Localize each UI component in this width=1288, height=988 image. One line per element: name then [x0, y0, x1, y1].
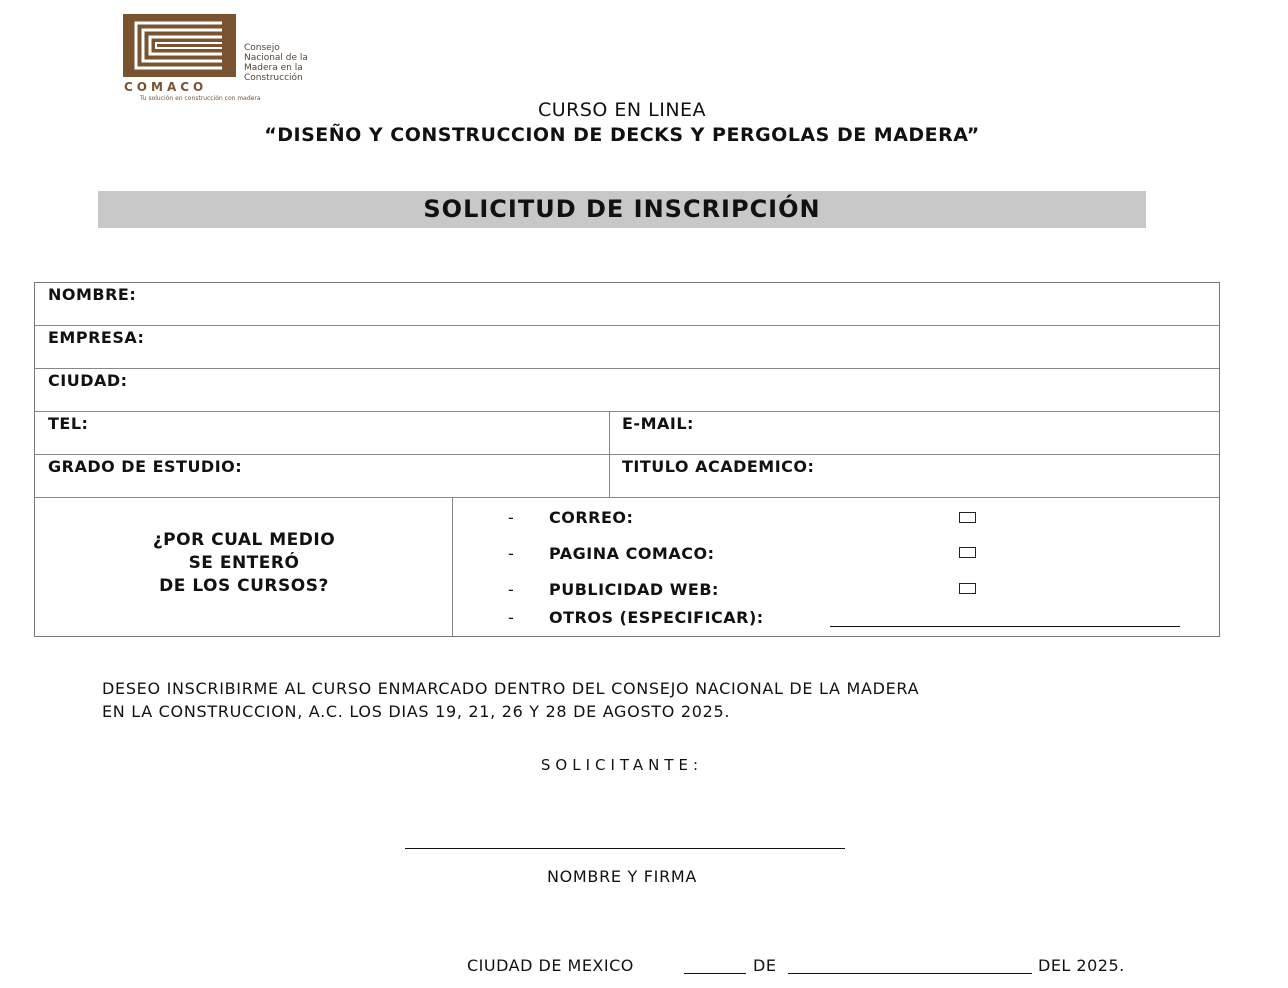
pagina-comaco-checkbox[interactable]: [959, 547, 976, 558]
row-divider: [35, 368, 1219, 369]
option-bullet: -: [508, 508, 514, 527]
source-question: ¿POR CUAL MEDIO SE ENTERÓ DE LOS CURSOS?: [152, 530, 336, 596]
option-otros-label: OTROS (ESPECIFICAR):: [549, 608, 764, 627]
course-type: CURSO EN LINEA: [537, 99, 707, 121]
tel-field[interactable]: TEL:: [48, 414, 89, 433]
month-blank[interactable]: [788, 973, 1032, 974]
signature-caption: NOMBRE Y FIRMA: [546, 867, 698, 886]
day-blank[interactable]: [684, 973, 746, 974]
nombre-field[interactable]: NOMBRE:: [48, 285, 137, 304]
ciudad-field[interactable]: CIUDAD:: [48, 371, 128, 390]
correo-checkbox[interactable]: [959, 512, 976, 523]
titulo-academico-field[interactable]: TITULO ACADEMICO:: [622, 457, 815, 476]
otros-specify-field[interactable]: [830, 626, 1180, 627]
row-divider: [35, 325, 1219, 326]
logo-tagline: Tu solución en construcción con madera: [140, 95, 261, 102]
column-divider: [609, 411, 610, 497]
publicidad-web-checkbox[interactable]: [959, 583, 976, 594]
title-banner: [98, 191, 1146, 228]
course-title: “DISEÑO Y CONSTRUCCION DE DECKS Y PERGOLAS DE MADERA”: [264, 124, 980, 146]
row-divider: [35, 497, 1219, 498]
date-de: DE: [753, 956, 777, 975]
grado-estudio-field[interactable]: GRADO DE ESTUDIO:: [48, 457, 243, 476]
logo-wordmark: COMACO: [124, 80, 208, 94]
email-field[interactable]: E-MAIL:: [622, 414, 694, 433]
option-pagina-comaco-label: PAGINA COMACO:: [549, 544, 715, 563]
comaco-logo: [118, 10, 348, 105]
date-year: DEL 2025.: [1038, 956, 1125, 975]
option-bullet: -: [508, 544, 514, 563]
option-correo-label: CORREO:: [549, 508, 634, 527]
empresa-field[interactable]: EMPRESA:: [48, 328, 145, 347]
comaco-logo-mark: [122, 13, 237, 78]
row-divider: [35, 454, 1219, 455]
solicitante-label: SOLICITANTE:: [540, 756, 704, 774]
date-city: CIUDAD DE MEXICO: [467, 956, 634, 975]
option-bullet: -: [508, 608, 514, 627]
option-bullet: -: [508, 580, 514, 599]
row-divider: [35, 411, 1219, 412]
option-publicidad-web-label: PUBLICIDAD WEB:: [549, 580, 719, 599]
registration-form: [34, 282, 1220, 637]
logo-subtitle: Consejo Nacional de la Madera en la Construcción: [244, 43, 308, 83]
form-title: SOLICITUD DE INSCRIPCIÓN: [423, 195, 821, 223]
declaration-line-1: DESEO INSCRIBIRME AL CURSO ENMARCADO DENTRO DEL CONSEJO NACIONAL DE LA MADERA: [102, 679, 920, 698]
declaration-line-2: EN LA CONSTRUCCION, A.C. LOS DIAS 19, 21, 26 Y 28 DE AGOSTO 2025.: [102, 702, 731, 721]
signature-line[interactable]: [405, 848, 845, 849]
